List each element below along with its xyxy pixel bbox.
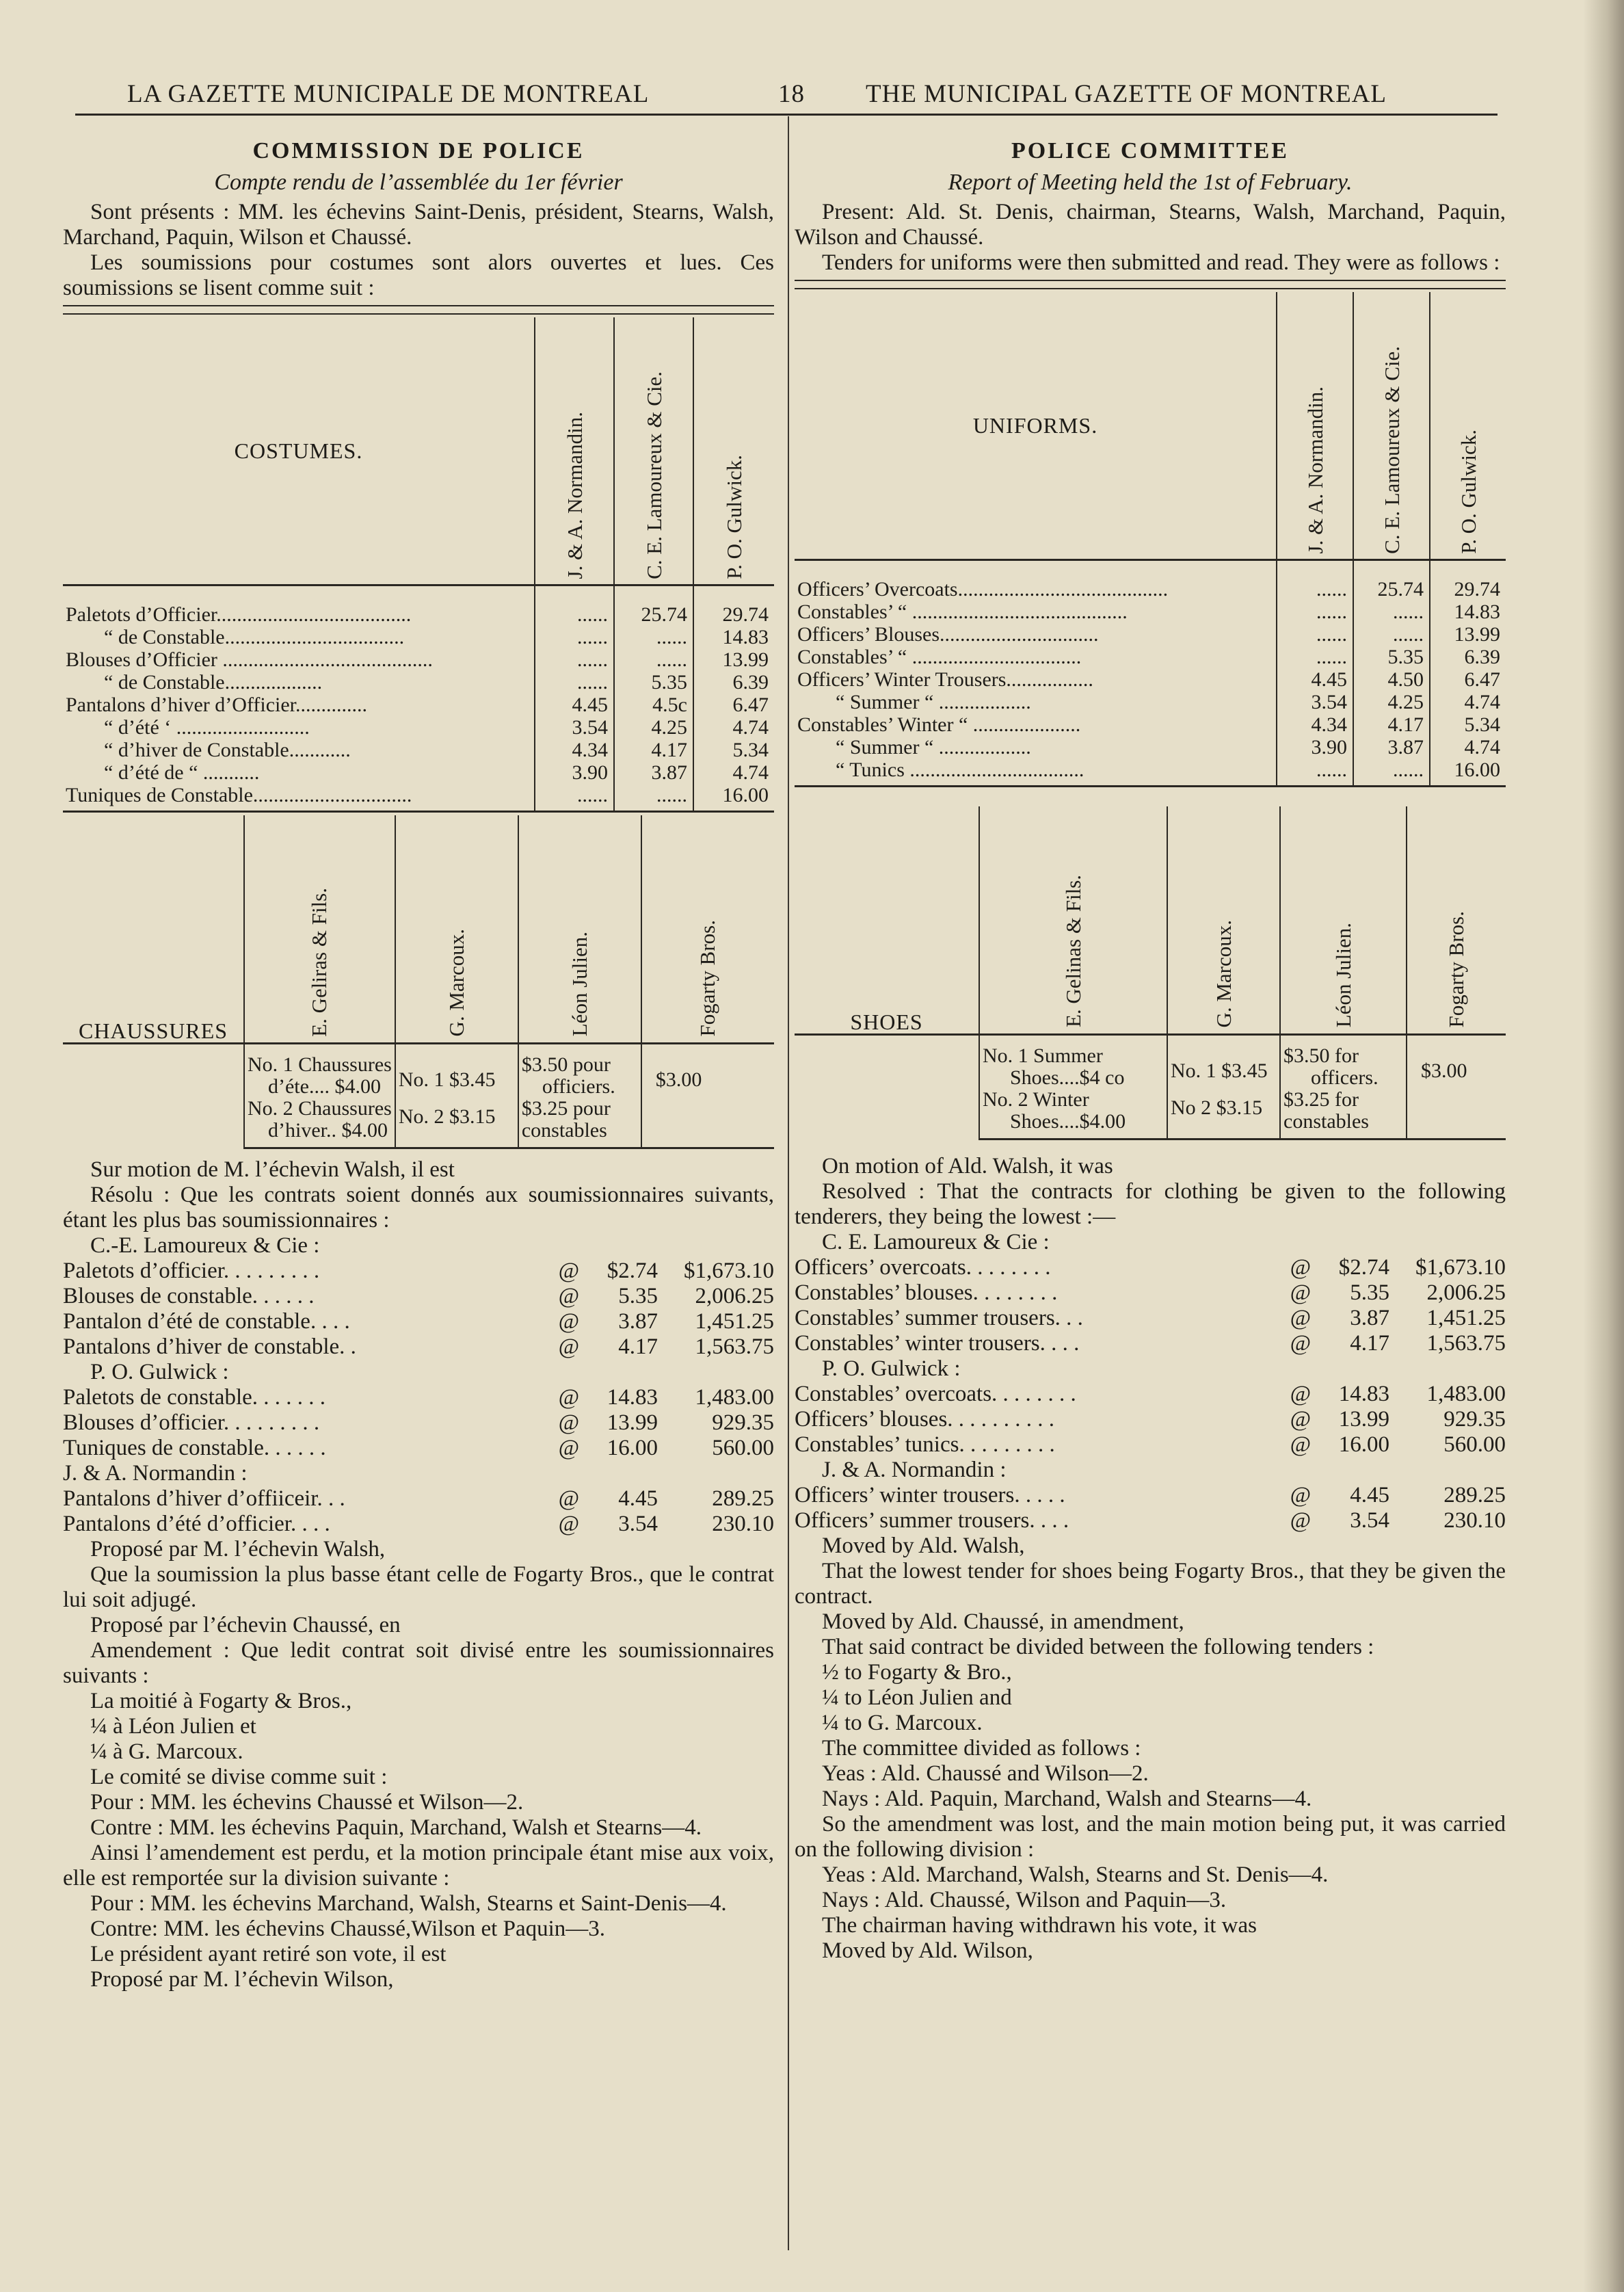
awards-list	[795, 1230, 1506, 1533]
award-row: Constables’ tunics. . . . . . . . . @ 16.00 560.00	[795, 1432, 1506, 1457]
uniforms-table	[795, 292, 1506, 787]
motion-text: Sur motion de M. l’échevin Walsh, il est	[90, 1157, 455, 1182]
column-header: J. & A. Normandin.	[535, 317, 614, 585]
costumes-table	[63, 317, 774, 813]
closing-text: Proposé par l’échevin Chaussé, en	[90, 1612, 401, 1637]
table-row: “ d’été de “ ........... 3.90 3.87 4.74	[63, 761, 774, 784]
awards-list	[63, 1233, 774, 1537]
closing-text: ¼ to G. Marcoux.	[822, 1710, 983, 1735]
resolution-text: Résolu : Que les contrats soient donnés aux soumissionnaires suivants, étant les plus bas soumissionnaires :	[63, 1182, 774, 1233]
closing-text: So the amendment was lost, and the main motion being put, it was carried on the following division :	[795, 1811, 1506, 1862]
award-row: Officers’ blouses. . . . . . . . . . @ 13.99 929.35	[795, 1406, 1506, 1432]
company-name: P. O. Gulwick :	[90, 1359, 229, 1384]
table-row: Constables’ Winter “ ..................... 4.34 4.17 5.34	[795, 713, 1506, 736]
award-row: Officers’ overcoats. . . . . . . . @ $2.74 $1,673.10	[795, 1254, 1506, 1280]
closing-text: Pour : MM. les échevins Marchand, Walsh, Stearns et Saint-Denis—4.	[90, 1891, 727, 1916]
award-row: Constables’ blouses. . . . . . . . @ 5.35 2,006.25	[795, 1280, 1506, 1305]
company-name: C.-E. Lamoureux & Cie :	[90, 1233, 320, 1258]
closing-text: Moved by Ald. Walsh,	[822, 1533, 1025, 1558]
closing-text: ½ to Fogarty & Bro.,	[822, 1659, 1012, 1685]
closing-text: Que la soumission la plus basse étant celle de Fogarty Bros., que le contrat lui soit adjugé.	[63, 1562, 774, 1612]
closing-text: Nays : Ald. Chaussé, Wilson and Paquin—3.	[822, 1887, 1227, 1912]
closing-text: Moved by Ald. Wilson,	[822, 1938, 1033, 1963]
table-row: “ Tunics .................................. ...... ...... 16.00	[795, 759, 1506, 787]
closing-text: Yeas : Ald. Marchand, Walsh, Stearns and St. Denis—4.	[822, 1862, 1329, 1887]
table-label: SHOES	[795, 806, 979, 1035]
closing-text: Proposé par M. l’échevin Wilson,	[90, 1966, 394, 1992]
english-column	[795, 124, 1506, 1964]
award-row: Pantalons d’hiver d’offiiceir. . . @ 4.45 289.25	[63, 1486, 774, 1511]
award-row: Constables’ overcoats. . . . . . . . @ 14.83 1,483.00	[795, 1381, 1506, 1406]
closing-text: That said contract be divided between the following tenders :	[822, 1634, 1374, 1659]
column-header: G. Marcoux.	[395, 815, 518, 1044]
company-name: C. E. Lamoureux & Cie :	[822, 1229, 1050, 1254]
table-label: CHAUSSURES	[63, 815, 244, 1044]
table-label: UNIFORMS.	[795, 292, 1277, 560]
closing-text: Yeas : Ald. Chaussé and Wilson—2.	[822, 1761, 1149, 1786]
section-subtitle: Report of Meeting held the 1st of February.	[948, 170, 1353, 195]
chaussures-table	[63, 815, 774, 1149]
intro-paragraph: Tenders for uniforms were then submitted and read. They were as follows :	[822, 250, 1500, 275]
company-name: P. O. Gulwick :	[822, 1356, 961, 1381]
award-row: Constables’ winter trousers. . . . @ 4.17 1,563.75	[795, 1330, 1506, 1356]
column-divider	[788, 116, 789, 2250]
closing-text: Le président ayant retiré son vote, il est	[90, 1941, 447, 1966]
closing-text: ¼ to Léon Julien and	[822, 1685, 1012, 1710]
closing-text: The committee divided as follows :	[822, 1735, 1141, 1761]
closing-text: Amendement : Que ledit contrat soit divisé entre les soumissionnaires suivants :	[63, 1637, 774, 1688]
column-header: E. Geliras & Fils.	[244, 815, 395, 1044]
award-row: Paletots d’officier. . . . . . . . . @ $2.74 $1,673.10	[63, 1258, 774, 1283]
column-header: P. O. Gulwick.	[1430, 292, 1506, 560]
column-header: E. Gelinas & Fils.	[979, 806, 1167, 1035]
header-title-french: LA GAZETTE MUNICIPALE DE MONTREAL	[127, 80, 650, 108]
table-row: Tuniques de Constable............................... ...... ...... 16.00	[63, 784, 774, 812]
column-header: Fogarty Bros.	[641, 815, 774, 1044]
column-header: Fogarty Bros.	[1407, 806, 1506, 1035]
column-header: Léon Julien.	[518, 815, 641, 1044]
table-row: No. 1 Summer Shoes....$4 co No. 2 Winter Shoes....$4.00 No. 1 $3.45 No 2 $3.15 $3.50 for officers. $3.25 for constables $3.00	[795, 1034, 1506, 1139]
column-header: G. Marcoux.	[1167, 806, 1280, 1035]
table-row: Officers’ Blouses............................... ...... ...... 13.99	[795, 623, 1506, 646]
table-label: COSTUMES.	[63, 317, 535, 585]
french-column	[63, 124, 774, 1992]
column-header: P. O. Gulwick.	[693, 317, 774, 585]
award-row: Tuniques de constable. . . . . . @ 16.00 560.00	[63, 1435, 774, 1460]
table-row: “ Summer “ .................. 3.90 3.87 4.74	[795, 736, 1506, 759]
closing-text: ¼ à Léon Julien et	[90, 1713, 256, 1739]
award-row: Pantalons d’hiver de constable. . @ 4.17 1,563.75	[63, 1334, 774, 1359]
table-row: No. 1 Chaussures d’éte.... $4.00 No. 2 Chaussures d’hiver.. $4.00 No. 1 $3.45 No. 2 $3.15 $3.50 pour officiers. $3.25 pour constables $3.00	[63, 1043, 774, 1148]
table-row: “ Summer “ .................. 3.54 4.25 4.74	[795, 691, 1506, 713]
table-row: “ de Constable................................... ...... ...... 14.83	[63, 626, 774, 648]
section-subtitle: Compte rendu de l’assemblée du 1er février	[214, 170, 623, 195]
award-row: Blouses de constable. . . . . . @ 5.35 2,006.25	[63, 1283, 774, 1308]
closing-text: Proposé par M. l’échevin Walsh,	[90, 1536, 386, 1562]
table-row: Blouses d’Officier ......................................... ...... ...... 13.99	[63, 648, 774, 671]
binding-shadow	[1583, 0, 1624, 2292]
table-row: Paletots d’Officier...................................... ...... 25.74 29.74	[63, 603, 774, 626]
closing-text: Contre: MM. les échevins Chaussé,Wilson et Paquin—3.	[90, 1916, 606, 1941]
closing-text: Contre : MM. les échevins Paquin, Marchand, Walsh et Stearns—4.	[90, 1815, 702, 1840]
table-row: “ de Constable................... ...... 5.35 6.39	[63, 671, 774, 694]
section-title: COMMISSION DE POLICE	[252, 138, 585, 163]
award-row: Blouses d’officier. . . . . . . . . @ 13.99 929.35	[63, 1410, 774, 1435]
table-row: Constables’ “ .......................................... ...... ...... 14.83	[795, 601, 1506, 623]
column-header: Léon Julien.	[1280, 806, 1407, 1035]
award-row: Constables’ summer trousers. . . @ 3.87 1,451.25	[795, 1305, 1506, 1330]
page-number: 18	[778, 80, 805, 108]
page-header	[68, 74, 1453, 118]
award-row: Officers’ summer trousers. . . . @ 3.54 230.10	[795, 1507, 1506, 1533]
closing-text: That the lowest tender for shoes being Fogarty Bros., that they be given the contract.	[795, 1558, 1506, 1609]
table-row: Constables’ “ ................................. ...... 5.35 6.39	[795, 646, 1506, 668]
closing-text: Ainsi l’amendement est perdu, et la motion principale étant mise aux voix, elle est remportée sur la division suivante :	[63, 1840, 774, 1891]
closing-text: Pour : MM. les échevins Chaussé et Wilson—2.	[90, 1789, 524, 1815]
header-rule	[75, 114, 1497, 116]
closing-text: Moved by Ald. Chaussé, in amendment,	[822, 1609, 1184, 1634]
award-row: Pantalons d’été d’officier. . . . @ 3.54 230.10	[63, 1511, 774, 1536]
intro-paragraph: Present: Ald. St. Denis, chairman, Stearns, Walsh, Marchand, Paquin, Wilson and Chaussé.	[795, 200, 1506, 250]
award-row: Paletots de constable. . . . . . . @ 14.83 1,483.00	[63, 1384, 774, 1410]
table-row: Officers’ Winter Trousers................. 4.45 4.50 6.47	[795, 668, 1506, 691]
double-rule	[63, 305, 774, 315]
closing-text: La moitié à Fogarty & Bros.,	[90, 1688, 352, 1713]
table-row: Pantalons d’hiver d’Officier.............. 4.45 4.5c 6.47	[63, 694, 774, 716]
shoes-table	[795, 806, 1506, 1140]
award-row: Officers’ winter trousers. . . . . @ 4.45 289.25	[795, 1482, 1506, 1507]
double-rule	[795, 280, 1506, 289]
intro-paragraph: Sont présents : MM. les échevins Saint-Denis, président, Stearns, Walsh, Marchand, Paquin, Wilson et Chaussé.	[63, 200, 774, 250]
intro-paragraph: Les soumissions pour costumes sont alors ouvertes et lues. Ces soumissions se lisent comme suit :	[63, 250, 774, 300]
section-title: POLICE COMMITTEE	[1011, 138, 1289, 163]
closing-text: Nays : Ald. Paquin, Marchand, Walsh and Stearns—4.	[822, 1786, 1312, 1811]
award-row: Pantalon d’été de constable. . . . @ 3.87 1,451.25	[63, 1308, 774, 1334]
closing-text: The chairman having withdrawn his vote, it was	[822, 1912, 1257, 1938]
closing-text: Le comité se divise comme suit :	[90, 1764, 388, 1789]
table-row: Officers’ Overcoats......................................... ...... 25.74 29.74	[795, 578, 1506, 601]
column-header: J. & A. Normandin.	[1277, 292, 1353, 560]
resolution-text: Resolved : That the contracts for clothing be given to the following tenderers, they being the lowest :—	[795, 1178, 1506, 1229]
motion-text: On motion of Ald. Walsh, it was	[822, 1153, 1113, 1178]
company-name: J. & A. Normandin :	[822, 1457, 1007, 1482]
column-header: C. E. Lamoureux & Cie.	[614, 317, 693, 585]
header-title-english: THE MUNICIPAL GAZETTE OF MONTREAL	[866, 80, 1387, 108]
closing-text: ¼ à G. Marcoux.	[90, 1739, 243, 1764]
company-name: J. & A. Normandin :	[63, 1460, 248, 1486]
column-header: C. E. Lamoureux & Cie.	[1353, 292, 1430, 560]
table-row: “ d’hiver de Constable............ 4.34 4.17 5.34	[63, 739, 774, 761]
table-row: “ d’été ‘ .......................... 3.54 4.25 4.74	[63, 716, 774, 739]
